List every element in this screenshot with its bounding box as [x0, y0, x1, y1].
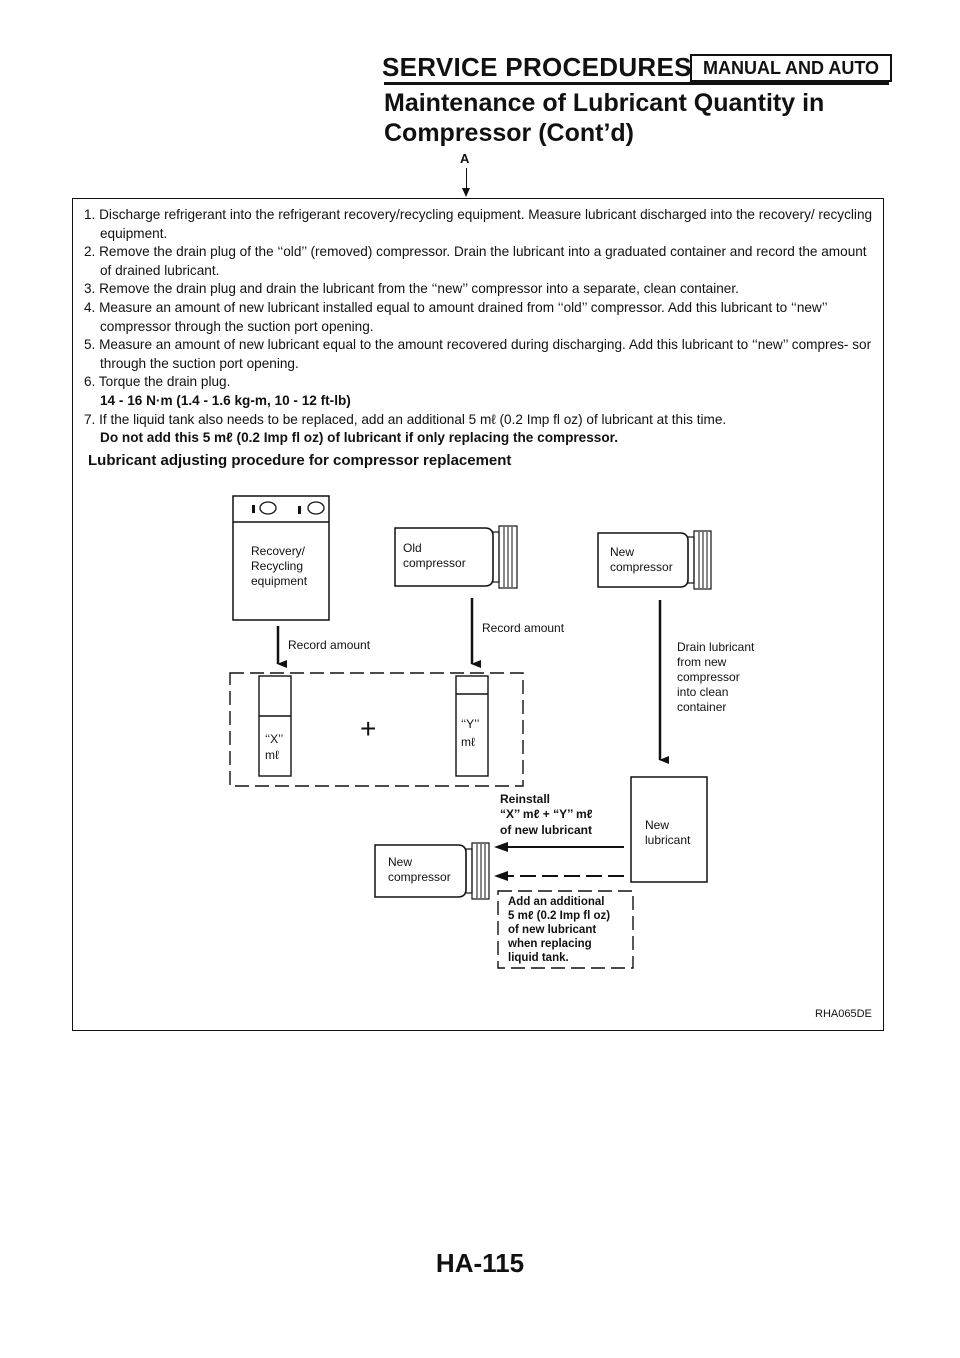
- header-rule: [384, 82, 889, 85]
- new-compressor-top: [598, 531, 711, 589]
- gauge-mark-icon: [252, 505, 255, 513]
- reinstall-label-3: of new lubricant: [500, 823, 593, 837]
- drain-label-1: Drain lubricant: [677, 640, 755, 654]
- drain-label-2: from new: [677, 655, 727, 669]
- add-label-4: when replacing: [508, 938, 592, 950]
- gauge-icon: [260, 502, 276, 514]
- drain-label-3: compressor: [677, 670, 740, 684]
- record-amount-1: Record amount: [288, 638, 371, 652]
- flow-arrow-icon: [462, 188, 470, 197]
- new-lubricant-container: [631, 777, 707, 882]
- step-marker-label: A: [460, 151, 470, 166]
- procedure-steps: [84, 206, 880, 448]
- step-1: 1. Discharge refrigerant into the refrigerant recovery/recycling equipment. Measure lubricant discharged into the recovery/ recycling equipment.: [84, 207, 873, 241]
- add-label-1: Add an additional: [508, 896, 605, 908]
- x-label-1: ‘‘X’’: [265, 732, 284, 746]
- figure-code: RHA065DE: [815, 1008, 872, 1020]
- reinstall-label-2: “X’’ mℓ + “Y’’ mℓ: [500, 807, 593, 821]
- step-7: 7. If the liquid tank also needs to be replaced, add an additional 5 mℓ (0.2 Imp fl oz) of lubricant at this time.: [84, 411, 727, 427]
- drain-label-4: into clean: [677, 685, 729, 699]
- reinstall-label-1: Reinstall: [500, 792, 551, 806]
- new-compressor-bottom: [375, 843, 489, 899]
- step-7-note: Do not add this 5 mℓ (0.2 Imp fl oz) of lubricant if only replacing the compressor.: [100, 430, 618, 446]
- new-lubricant-label-1: New: [645, 818, 670, 832]
- container-x: [259, 676, 291, 776]
- recovery-label-2: Recycling: [251, 559, 304, 573]
- step-2: 2. Remove the drain plug of the ‘‘old’’ (removed) compressor. Drain the lubricant into a graduated container and record the amount of drained lubricant.: [84, 244, 867, 278]
- applicability-tag: MANUAL AND AUTO: [690, 54, 892, 82]
- recovery-label-1: Recovery/: [251, 544, 306, 558]
- x-label-2: mℓ: [265, 748, 279, 762]
- diagram-title: Lubricant adjusting procedure for compressor replacement: [88, 452, 512, 469]
- recovery-equipment: [233, 496, 329, 620]
- subtitle-line-2: Compressor (Cont’d): [384, 119, 634, 147]
- torque-spec: 14 - 16 N·m (1.4 - 1.6 kg-m, 10 - 12 ft-lb): [100, 392, 351, 408]
- page-subtitle: [384, 88, 824, 148]
- new-lubricant-label-2: lubricant: [645, 833, 691, 847]
- recovery-label-3: equipment: [251, 574, 308, 588]
- new-compressor-label-1: New: [610, 545, 635, 559]
- new-compressor-2-label-2: compressor: [388, 870, 451, 884]
- plus-sign: +: [360, 713, 377, 744]
- add-label-3: of new lubricant: [508, 924, 597, 936]
- y-label-2: mℓ: [461, 735, 475, 749]
- gauge-mark-icon: [298, 506, 301, 514]
- step-4: 4. Measure an amount of new lubricant installed equal to amount drained from ‘‘old’’ compressor. Add this lubricant to ‘‘new’’ compressor through the suction port opening.: [84, 299, 828, 334]
- y-label-1: ‘‘Y’’: [461, 717, 480, 731]
- step-6: 6. Torque the drain plug.: [84, 374, 231, 390]
- step-5: 5. Measure an amount of new lubricant equal to the amount recovered during discharging. Add this lubricant to ‘‘new’’ compres- sor through the suction port opening.: [84, 337, 872, 371]
- step-3: 3. Remove the drain plug and drain the lubricant from the ‘‘new’’ compressor into a separate, clean container.: [84, 281, 739, 297]
- gauge-icon: [308, 502, 324, 514]
- old-compressor-label-2: compressor: [403, 556, 466, 570]
- flow-line: [466, 168, 467, 190]
- container-y: [456, 676, 488, 776]
- section-title: SERVICE PROCEDURES: [382, 52, 692, 82]
- old-compressor: [395, 526, 517, 588]
- add-label-2: 5 mℓ (0.2 Imp fl oz): [508, 910, 611, 922]
- new-compressor-2-label-1: New: [388, 855, 413, 869]
- drain-label-5: container: [677, 700, 727, 714]
- record-amount-2: Record amount: [482, 621, 565, 635]
- subtitle-line-1: Maintenance of Lubricant Quantity in: [384, 89, 825, 117]
- lubricant-diagram: [72, 470, 882, 1010]
- new-compressor-label-2: compressor: [610, 560, 673, 574]
- old-compressor-label-1: Old: [403, 541, 422, 555]
- page-number: HA-115: [435, 1248, 525, 1278]
- add-label-5: liquid tank.: [508, 952, 569, 964]
- step-marker: [460, 151, 469, 166]
